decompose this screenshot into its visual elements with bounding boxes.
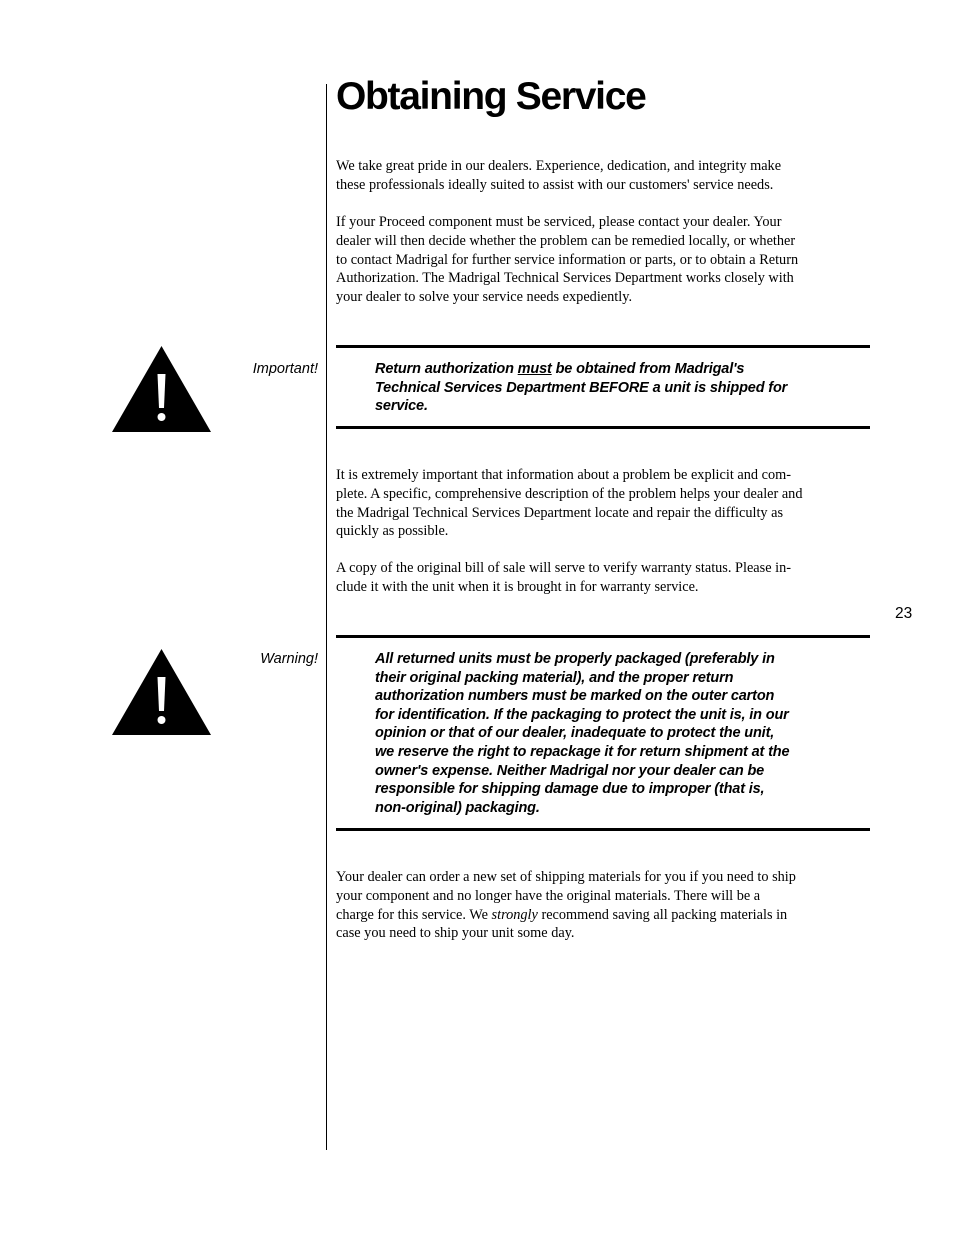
- text-line: dealer will then decide whether the problem can be remedied locally, or whether: [336, 232, 796, 249]
- vertical-divider: [326, 84, 327, 1150]
- warning-line: their original packing material), and the proper return: [375, 669, 734, 686]
- text-line: A copy of the original bill of sale will serve to verify warranty status. Please in-: [336, 560, 792, 576]
- text-line: Your dealer can order a new set of shipping materials for you if you need to ship: [336, 869, 796, 885]
- warning-line: responsible for shipping damage due to improper (that is,: [375, 781, 765, 798]
- warning-line: authorization numbers must be marked on the outer carton: [375, 688, 775, 705]
- warning-label: Warning!: [260, 651, 318, 667]
- warning-line: All returned units must be properly packaged (preferably in: [375, 651, 775, 667]
- important-line-3: service.: [375, 398, 428, 415]
- text-line: your component and no longer have the original materials. There will be a: [336, 887, 761, 904]
- page-title: Obtaining Service: [336, 75, 646, 118]
- text-line: We take great pride in our dealers. Experience, dedication, and integrity make: [336, 158, 782, 174]
- text-line: the Madrigal Technical Services Department locate and repair the difficulty as: [336, 504, 784, 521]
- text-line: It is extremely important that information about a problem be explicit and com-: [336, 467, 791, 483]
- page-number: 23: [895, 605, 913, 622]
- text-line: case you need to ship your unit some day.: [336, 925, 575, 942]
- warning-line: non-original) packaging.: [375, 799, 540, 816]
- important-line-2: Technical Services Department BEFORE a unit is shipped for: [375, 379, 788, 396]
- text-line: quickly as possible.: [336, 523, 449, 540]
- closing-emphasis: strongly: [491, 906, 538, 923]
- text-line: your dealer to solve your service needs expediently.: [336, 289, 633, 306]
- intro-paragraph-2: [336, 213, 868, 307]
- warning-bottom-rule: [336, 828, 870, 831]
- warning-notice: [375, 650, 845, 817]
- intro-paragraph-1: [336, 157, 868, 195]
- warning-line: owner's expense. Neither Madrigal nor your dealer can be: [375, 762, 765, 779]
- warning-line: opinion or that of our dealer, inadequate to protect the unit,: [375, 725, 775, 742]
- warning-triangle-icon: [112, 649, 211, 735]
- important-top-rule: [336, 345, 870, 348]
- important-line-1-pre: Return authorization: [375, 361, 518, 377]
- closing-line-3-pre: charge for this service. We: [336, 906, 492, 923]
- warning-line: for identification. If the packaging to protect the unit is, in our: [375, 706, 789, 723]
- text-line: these professionals ideally suited to assist with our customers' service needs.: [336, 176, 774, 193]
- text-line: plete. A specific, comprehensive description of the problem helps your dealer and: [336, 485, 803, 502]
- text-line: Authorization. The Madrigal Technical Services Department works closely with: [336, 270, 794, 287]
- text-line: [336, 906, 868, 925]
- warning-line: we reserve the right to repackage it for return shipment at the: [375, 743, 790, 760]
- important-notice: [375, 360, 845, 416]
- important-bottom-rule: [336, 426, 870, 429]
- important-label: Important!: [252, 361, 318, 377]
- middle-paragraph-1: [336, 466, 868, 541]
- warning-top-rule: [336, 635, 870, 638]
- closing-paragraph: [336, 868, 868, 943]
- text-line: clude it with the unit when it is brought in for warranty service.: [336, 578, 699, 595]
- important-line-1-post: be obtained from Madrigal's: [551, 361, 745, 377]
- text-line: If your Proceed component must be serviced, please contact your dealer. Your: [336, 214, 782, 230]
- middle-paragraph-2: [336, 559, 868, 597]
- important-line-1: [375, 360, 845, 379]
- closing-line-3-post: recommend saving all packing materials in: [537, 906, 788, 923]
- important-emphasis: must: [517, 361, 552, 377]
- warning-triangle-icon: [112, 346, 211, 432]
- text-line: to contact Madrigal for further service information or parts, or to obtain a Return: [336, 251, 799, 268]
